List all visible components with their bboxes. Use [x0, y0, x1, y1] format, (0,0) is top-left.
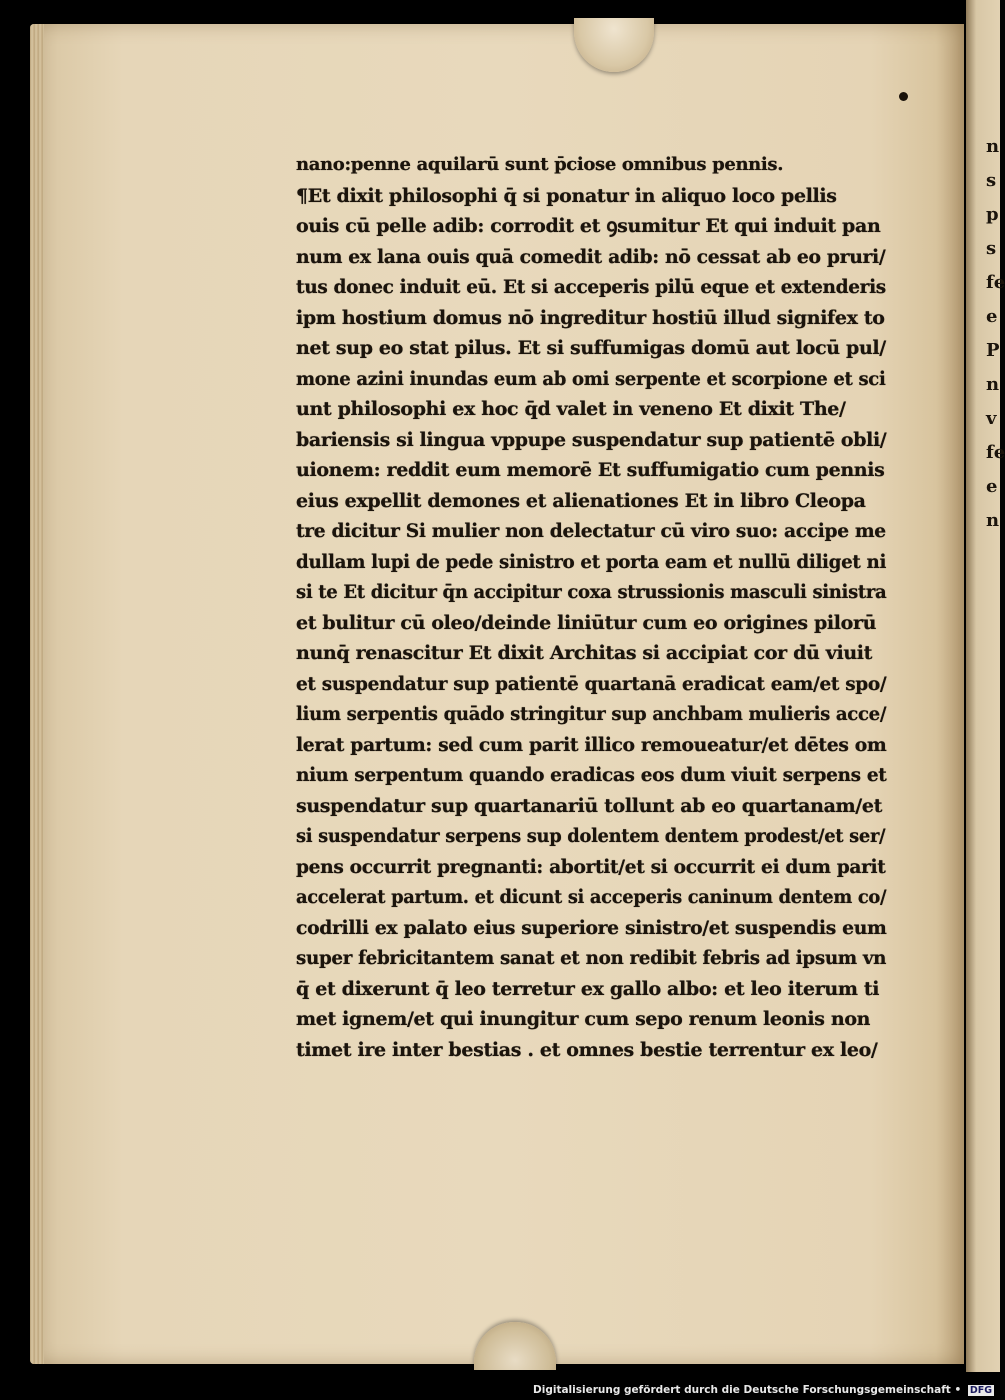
- text-line: et bulitur cū oleo/deinde liniūtur cum eo origines pilorū: [296, 611, 877, 634]
- ink-dot: [899, 92, 908, 101]
- margin-fragment: p: [986, 204, 999, 225]
- margin-fragment: v: [986, 408, 997, 429]
- text-line: suspendatur sup quartanariū tollunt ab eo quartanam/et: [296, 794, 883, 817]
- text-line: ¶Et dixit philosophi q̄ si ponatur in aliquo loco pellis: [296, 184, 837, 207]
- page-stack-edge: [30, 24, 44, 1364]
- margin-fragment: s: [986, 170, 997, 191]
- text-line: ouis cū pelle adib: corrodit et ꝯsumitur Et qui induit pan: [296, 215, 881, 237]
- text-line: codrilli ex palato eius superiore sinistro/et suspendis eum: [296, 916, 887, 939]
- footer-credit-text: Digitalisierung gefördert durch die Deutsche Forschungsgemeinschaft: [533, 1384, 951, 1396]
- margin-fragment: fe: [986, 272, 1005, 293]
- margin-fragment: s: [986, 238, 997, 259]
- text-line: net sup eo stat pilus. Et si suffumigas domū aut locū pul/: [296, 337, 886, 359]
- text-line: timet ire inter bestias . et omnes bestie terrentur ex leo/: [296, 1038, 878, 1061]
- margin-fragment: e: [986, 306, 998, 327]
- text-line: nano:penne aquilarū sunt p̄ciose omnibus pennis.: [296, 154, 784, 175]
- text-line: lerat partum: sed cum parit illico remoueatur/et dētes om: [296, 733, 887, 756]
- text-line: nium serpentum quando eradicas eos dum viuit serpens et: [296, 764, 887, 786]
- text-line: accelerat partum. et dicunt si acceperis caninum dentem co/: [296, 886, 887, 908]
- text-line: eius expellit demones et alienationes Et in libro Cleopa: [296, 489, 866, 512]
- text-line: super febricitantem sanat et non redibit febris ad ipsum vn: [296, 947, 887, 969]
- margin-fragment: e: [986, 476, 998, 497]
- margin-fragment: P: [986, 340, 1000, 361]
- text-line: bariensis si lingua vppupe suspendatur sup patientē obli/: [296, 428, 887, 451]
- text-line: q̄ et dixerunt q̄ leo terretur ex gallo albo: et leo iterum ti: [296, 977, 880, 1000]
- text-line: nunq̄ renascitur Et dixit Architas si accipiat cor dū viuit: [296, 642, 873, 664]
- text-line: tus donec induit eū. Et si acceperis pilū eque et extenderis: [296, 276, 886, 298]
- text-line: dullam lupi de pede sinistro et porta eam et nullū diliget ni: [296, 550, 887, 573]
- text-line: pens occurrit pregnanti: abortit/et si occurrit ei dum parit: [296, 855, 886, 878]
- text-line: si te Et dicitur q̄n accipitur coxa strussionis masculi sinistra: [296, 581, 887, 603]
- footer-credit: Digitalisierung gefördert durch die Deutsche Forschungsgemeinschaft • DFG: [533, 1384, 992, 1396]
- dfg-logo: DFG: [969, 1385, 992, 1396]
- text-line: si suspendatur serpens sup dolentem dentem prodest/et ser/: [296, 825, 886, 847]
- text-line: mone azini inundas eum ab omi serpente et scorpione et sci: [296, 367, 886, 390]
- text-line: met ignem/et qui inungitur cum sepo renum leonis non: [296, 1008, 871, 1030]
- text-line: tre dicitur Si mulier non delectatur cū viro suo: accipe me: [296, 520, 886, 542]
- facing-page-margin-text: [986, 130, 1005, 630]
- text-line: et suspendatur sup patientē quartanā eradicat eam/et spo/: [296, 672, 887, 695]
- text-line: ipm hostium domus nō ingreditur hostiū illud signifex to: [296, 306, 885, 329]
- text-line: uionem: reddit eum memorē Et suffumigatio cum pennis: [296, 459, 885, 481]
- text-line: num ex lana ouis quā comedit adib: nō cessat ab eo pruri/: [296, 245, 886, 268]
- printed-text-block: [296, 150, 886, 1065]
- margin-fragment: n: [986, 510, 1000, 531]
- margin-fragment: n: [986, 374, 1000, 395]
- margin-fragment: fe: [986, 442, 1005, 463]
- text-line: unt philosophi ex hoc q̄d valet in veneno Et dixit The/: [296, 398, 846, 420]
- text-line: lium serpentis quādo stringitur sup anchbam mulieris acce/: [296, 703, 887, 725]
- margin-fragment: n: [986, 136, 1000, 157]
